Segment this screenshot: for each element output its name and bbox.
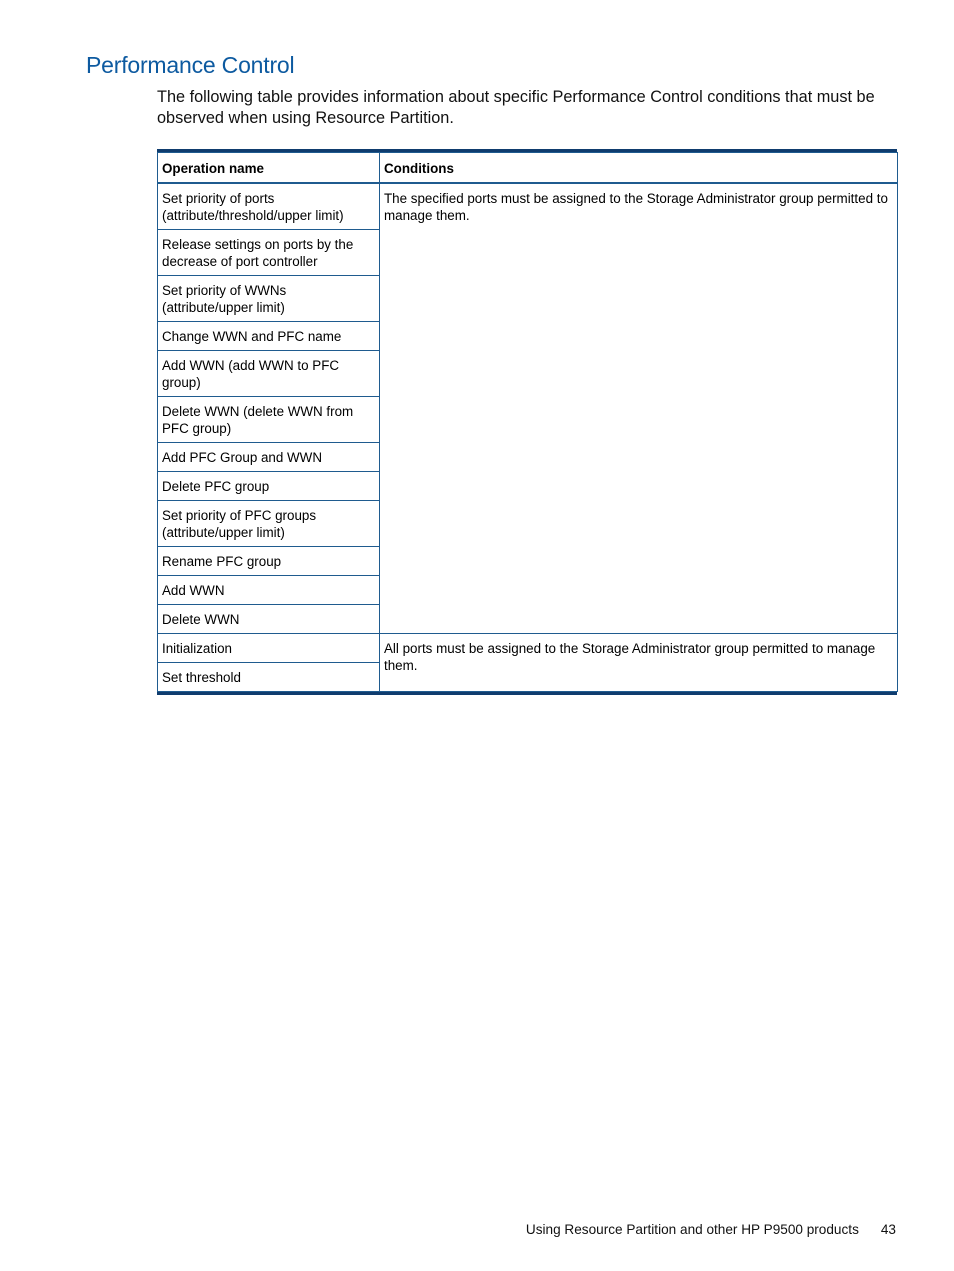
table-row: [158, 183, 898, 230]
operation-cell: Initialization: [158, 634, 380, 663]
operation-cell: Rename PFC group: [158, 547, 380, 576]
footer-text: Using Resource Partition and other HP P9500 products: [525, 1222, 859, 1237]
operation-cell: Release settings on ports by the decrease of port controller: [158, 230, 380, 276]
operation-cell: Delete WWN (delete WWN from PFC group): [158, 397, 380, 443]
operation-cell: Add WWN: [158, 576, 380, 605]
condition-cell: The specified ports must be assigned to the Storage Administrator group permitted to manage them.: [380, 183, 898, 634]
operation-cell: Delete PFC group: [158, 472, 380, 501]
header-operation-name: Operation name: [158, 153, 380, 184]
operation-cell: Set priority of PFC groups (attribute/upper limit): [158, 501, 380, 547]
operation-cell: Add PFC Group and WWN: [158, 443, 380, 472]
page-footer: [526, 1222, 896, 1237]
operation-cell: Delete WWN: [158, 605, 380, 634]
operation-cell: Add WWN (add WWN to PFC group): [158, 351, 380, 397]
operation-cell: Set priority of ports (attribute/threshold/upper limit): [158, 183, 380, 230]
header-conditions: Conditions: [380, 153, 898, 184]
table-header-row: [158, 153, 898, 184]
operation-cell: Change WWN and PFC name: [158, 322, 380, 351]
table-row: [158, 634, 898, 663]
intro-paragraph: The following table provides information about specific Performance Control conditions that must be observed when using Resource Partition.: [157, 88, 875, 127]
operation-cell: Set threshold: [158, 663, 380, 692]
section-title: Performance Control: [86, 52, 295, 78]
operation-cell: Set priority of WWNs (attribute/upper limit): [158, 276, 380, 322]
condition-cell: All ports must be assigned to the Storage Administrator group permitted to manage them.: [380, 634, 898, 692]
page-number: 43: [880, 1222, 896, 1237]
performance-control-table: [157, 149, 897, 695]
conditions-table: [157, 152, 898, 692]
